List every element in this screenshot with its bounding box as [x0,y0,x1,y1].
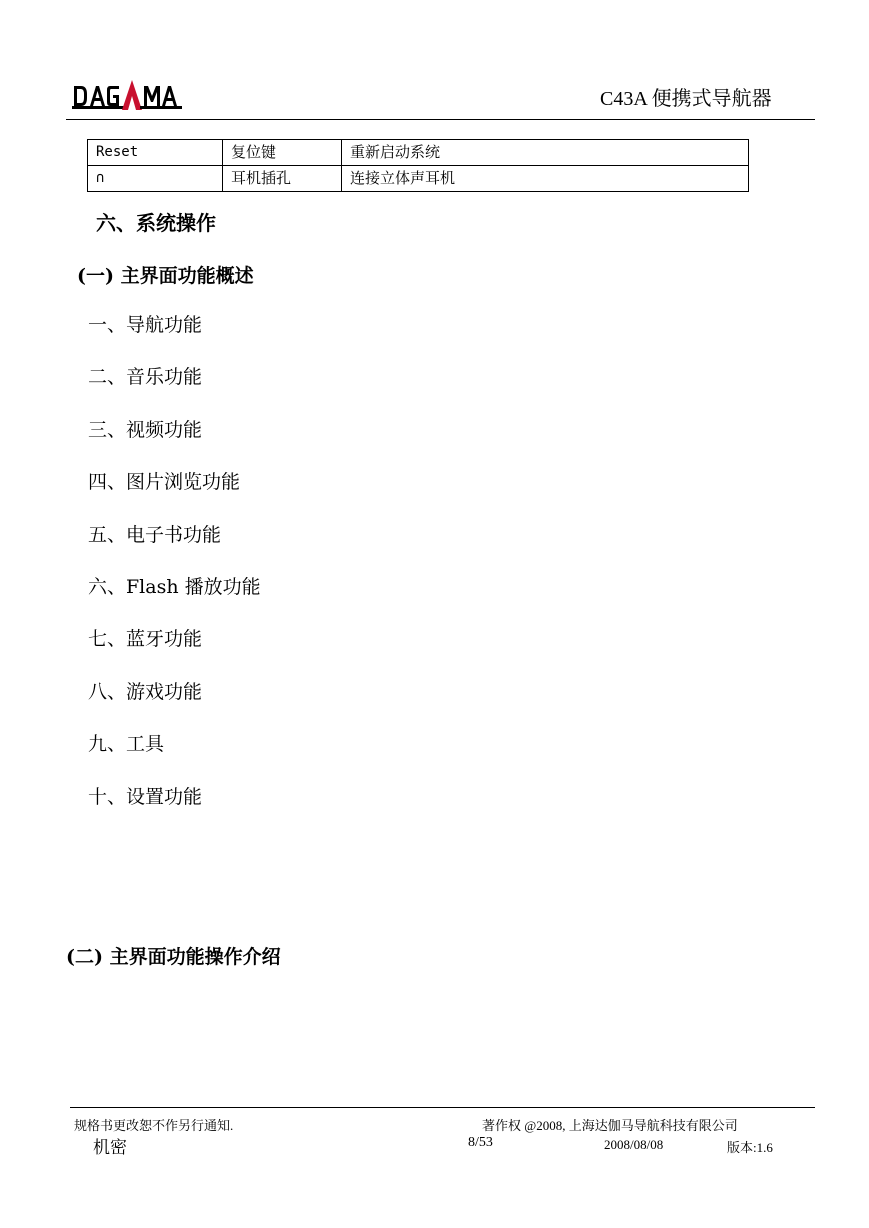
list-item: 六、Flash 播放功能 [88,575,261,598]
key-table [87,139,749,192]
list-item: 五、电子书功能 [88,523,222,546]
list-item: 八、游戏功能 [88,680,203,703]
list-item: 四、图片浏览功能 [88,471,241,494]
list-item: 一、导航功能 [88,314,203,336]
footer-date: 2008/08/08 [604,1137,664,1152]
key-desc-cell: 重新启动系统 [342,140,749,166]
list-item: 十、设置功能 [88,785,203,808]
key-cell: ∩ [88,166,223,192]
function-list [88,310,261,834]
key-name-cell: 复位键 [223,140,342,166]
key-name-cell: 耳机插孔 [223,166,342,192]
footer-confidential: 机密 [93,1138,127,1157]
footer-copyright: 著作权 @2008, 上海达伽马导航科技有限公司 [482,1118,738,1133]
document-title: C43A 便携式导航器 [600,88,772,110]
page-number: 8/53 [468,1135,493,1150]
dagama-logo [72,80,182,114]
table-row [88,140,749,166]
table-row [88,166,749,192]
footer-version: 版本:1.6 [727,1140,773,1155]
list-item: 九、工具 [88,733,165,756]
subsection-title-overview: (一) 主界面功能概述 [77,265,254,287]
footer-divider [70,1107,815,1108]
list-item: 七、蓝牙功能 [88,628,203,651]
header-divider [66,119,815,120]
logo-text: DAGAMA [72,80,77,81]
list-item: 二、音乐功能 [88,366,203,389]
list-item: 三、视频功能 [88,418,203,441]
key-cell: Reset [88,140,223,166]
subsection-title-operations: (二) 主界面功能操作介绍 [66,946,281,968]
key-desc-cell: 连接立体声耳机 [342,166,749,192]
section-title: 六、系统操作 [96,211,216,235]
footer-notice: 规格书更改恕不作另行通知. [74,1118,234,1133]
